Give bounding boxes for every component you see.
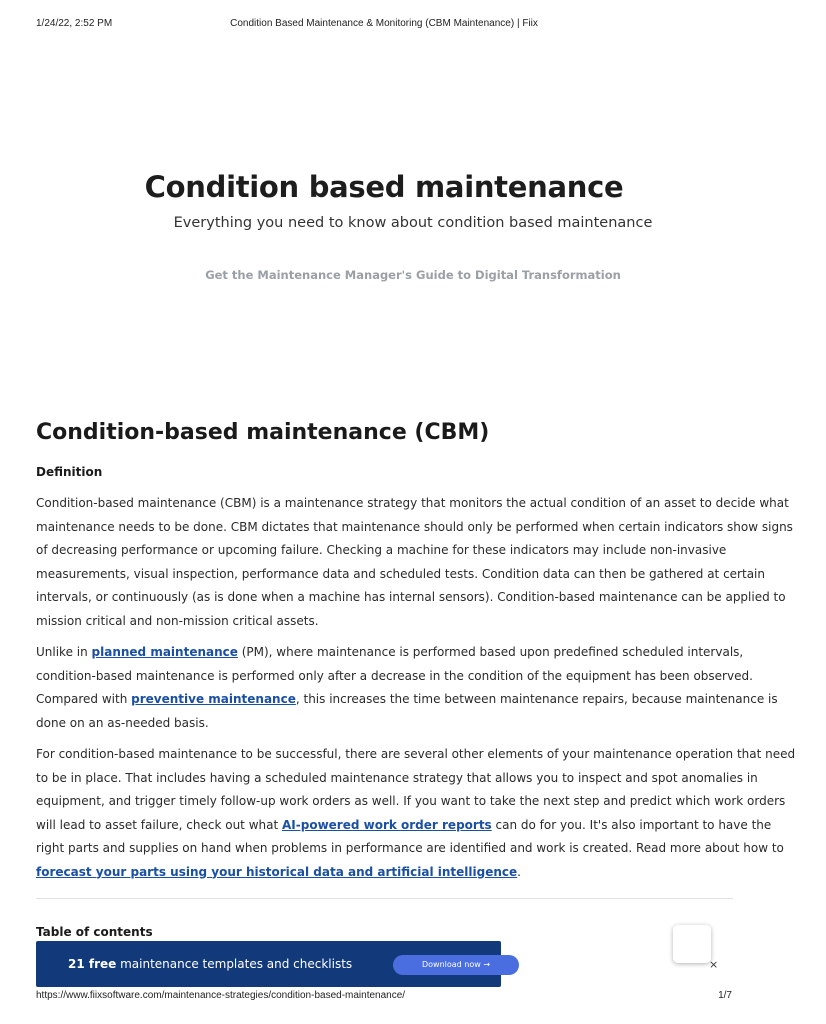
planned-maintenance-link[interactable]: planned maintenance bbox=[91, 645, 238, 659]
print-page-title: Condition Based Maintenance & Monitoring (CBM Maintenance) | Fiix bbox=[230, 18, 538, 29]
page-subtitle: Everything you need to know about condition based maintenance bbox=[173, 215, 653, 231]
banner-text bbox=[68, 957, 352, 971]
text-segment: , this increases the time between maintenance repairs, because maintenance is done on an as-needed basis. bbox=[36, 692, 778, 730]
section-heading: Condition-based maintenance (CBM) bbox=[36, 420, 490, 445]
banner-body-text: maintenance templates and checklists bbox=[116, 957, 353, 971]
print-page-number: 1/7 bbox=[718, 990, 732, 1001]
paragraph-success bbox=[36, 743, 796, 884]
print-footer bbox=[36, 990, 732, 1004]
text-segment: can do for you. It's also important to have the right parts and supplies on hand when problems in performance are identified and work is created. Read more about how to bbox=[36, 817, 784, 855]
download-now-button[interactable]: Download now → bbox=[393, 955, 519, 975]
paragraph-definition: Condition-based maintenance (CBM) is a maintenance strategy that monitors the actual condition of an asset to decide what maintenance needs to be done. CBM dictates that maintenance should only be performed when certain indicators show signs of decreasing performance or upcoming failure. Checking a machine for these indicators may include non-invasive measurements, visual inspection, performance data and scheduled tests. Condition data can then be gathered at certain intervals, or continuously (as is done when a machine has internal sensors). Condition-based maintenance can be applied to mission critical and non-mission critical assets. bbox=[36, 496, 793, 628]
forecast-parts-link[interactable]: forecast your parts using your historical data and artificial intelligence bbox=[36, 864, 518, 879]
text-segment: For condition-based maintenance to be successful, there are several other elements of your maintenance operation that need to be in place. That includes having a scheduled maintenance strategy that allows you to inspect and spot anomalies in equipment, and trigger timely follow-up work orders as well. If you want to take the next step and predict which work orders will lead to asset failure, check out what bbox=[36, 747, 796, 832]
text-segment: Unlike in bbox=[36, 645, 92, 659]
print-header bbox=[36, 18, 732, 32]
ai-work-order-reports-link[interactable]: AI-powered work order reports bbox=[282, 817, 492, 832]
definition-label: Definition bbox=[36, 465, 103, 479]
guide-link[interactable]: Get the Maintenance Manager's Guide to Digital Transformation bbox=[205, 268, 621, 282]
text-segment: . bbox=[517, 864, 521, 879]
text-segment: (PM), where maintenance is performed based upon predefined scheduled intervals, condition-based maintenance is performed only after a decrease in the condition of the equipment has been observed. Compared with bbox=[36, 645, 753, 706]
print-date: 1/24/22, 2:52 PM bbox=[36, 18, 113, 29]
close-icon[interactable]: × bbox=[709, 958, 719, 971]
banner-bold-text: 21 free bbox=[68, 957, 117, 971]
paragraph-planned bbox=[36, 641, 796, 735]
article-content bbox=[36, 420, 796, 892]
print-url: https://www.fiixsoftware.com/maintenance-strategies/condition-based-maintenance/ bbox=[36, 990, 406, 1001]
preventive-maintenance-link[interactable]: preventive maintenance bbox=[131, 692, 296, 706]
page-title: Condition based maintenance bbox=[144, 170, 624, 204]
chat-widget-button[interactable] bbox=[673, 925, 711, 963]
table-of-contents-label: Table of contents bbox=[36, 925, 153, 939]
section-divider bbox=[36, 898, 733, 899]
templates-banner[interactable] bbox=[36, 941, 501, 987]
